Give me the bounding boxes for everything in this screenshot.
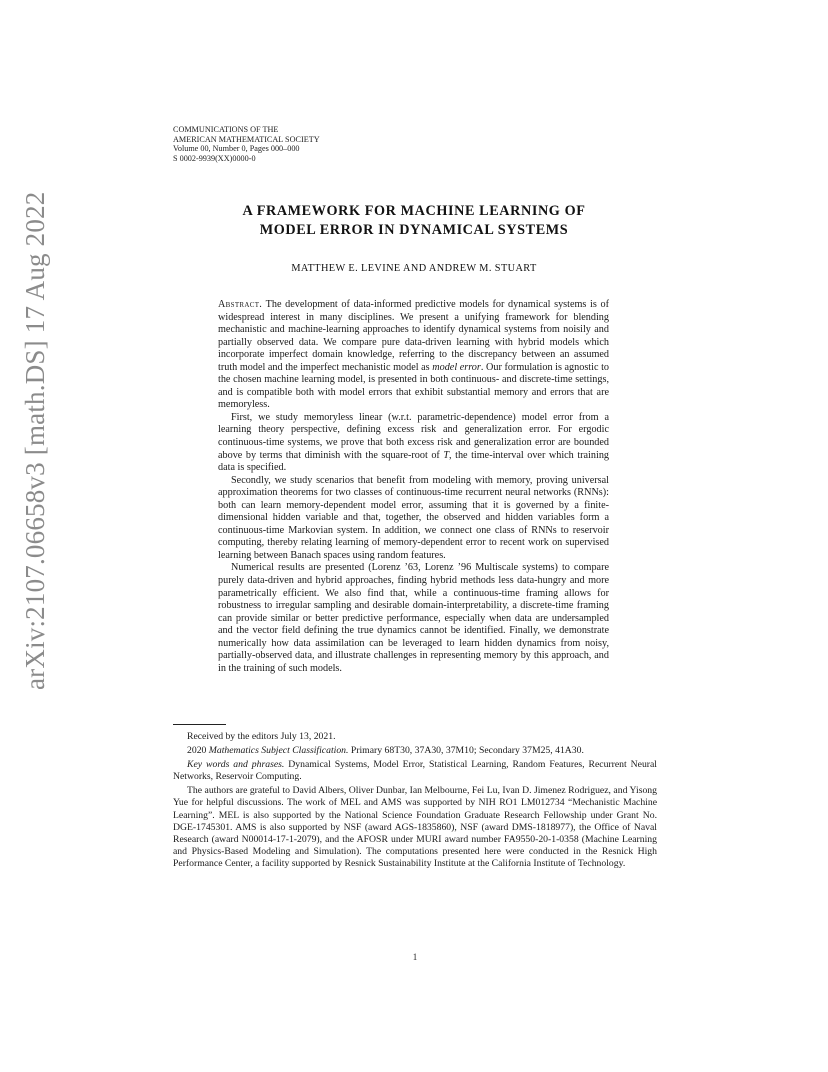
footnote-rule xyxy=(173,724,226,725)
msc-codes: Primary 68T30, 37A30, 37M10; Secondary 37M25, 41A30. xyxy=(350,745,584,757)
abstract-paragraph-3: Secondly, we study scenarios that benefit from modeling with memory, proving universal approximation theorems for two classes of continuous-time recurrent neural networks (RNNs): both can learn memory-dependent model error, assuming that it is governed by a finite-dimensional hidden variable and that, together, the observed and hidden variables form a continuous-time Markovian system. In addition, we connect one class of RNNs to reservoir computing, thereby relating learning of memory-dependent error to recent work on supervised learning between Banach spaces using random features. xyxy=(218,474,609,561)
page-number: 1 xyxy=(412,952,418,962)
msc-year: 2020 xyxy=(187,745,207,757)
journal-name-line2: AMERICAN MATHEMATICAL SOCIETY xyxy=(173,134,320,144)
abstract-label: Abstract. xyxy=(218,299,263,310)
abstract xyxy=(218,299,609,675)
keywords-text: Dynamical Systems, Model Error, Statistical Learning, Random Features, Recurrent Neural Networks, Reservoir Computing. xyxy=(173,759,658,783)
received-date: Received by the editors July 13, 2021. xyxy=(187,731,336,742)
msc-label: Mathematics Subject Classification. xyxy=(208,745,349,757)
journal-issn: S 0002-9939(XX)0000-0 xyxy=(173,153,256,163)
journal-name-line1: COMMUNICATIONS OF THE xyxy=(173,125,279,134)
keywords-label: Key words and phrases. xyxy=(187,759,285,771)
abstract-text: First, we study memoryless linear (w.r.t. parametric-dependence) model error from a learning theory perspective, defining excess risk and generalization error. For ergodic continuous-time systems, we prove that both excess risk and generalization error are bounded above by terms that diminish with the square-root of xyxy=(218,411,609,461)
abstract-emphasis: model error xyxy=(432,361,481,373)
abstract-paragraph-2 xyxy=(218,412,609,475)
authors: MATTHEW E. LEVINE AND ANDREW M. STUART xyxy=(291,263,537,274)
abstract-paragraph-4: Numerical results are presented (Lorenz ’63, Lorenz ’96 Multiscale systems) to compare purely data-driven and hybrid approaches, finding hybrid methods less data-hungry and more parametrically efficient. We also find that, while a continuous-time framing allows for robustness to irregular sampling and desirable domain-interpretability, a discrete-time framing can provide similar or better predictive performance, especially when data are undersampled and the vector field defining the true dynamics cannot be identified. Finally, we demonstrate numerically how data assimilation can be leveraged to learn hidden dynamics from noisy, partially-observed data, and illustrate challenges in representing memory by this approach, and in the training of such models. xyxy=(218,562,609,674)
journal-volume: Volume 00, Number 0, Pages 000–000 xyxy=(173,144,300,154)
paper-title xyxy=(173,202,655,239)
abstract-text: The development of data-informed predictive models for dynamical systems is of widespread interest in many disciplines. We present a unifying framework for blending mechanistic and machine-learning approaches to identify dynamical systems from noisily and partially observed data. We compare pure data-driven learning with hybrid models which incorporate imperfect domain knowledge, referring to the discrepancy between an assumed truth model and the imperfect mechanistic model as xyxy=(218,299,609,373)
keywords xyxy=(173,759,657,783)
abstract-paragraph-1 xyxy=(218,299,609,412)
arxiv-identifier: arXiv:2107.06658v3 [math.DS] 17 Aug 2022 xyxy=(20,191,50,690)
math-variable: T xyxy=(443,449,450,461)
title-line2: MODEL ERROR IN DYNAMICAL SYSTEMS xyxy=(259,221,569,238)
abstract-text: . Our formulation is agnostic to the chosen machine learning model, is presented in both continuous- and discrete-time settings, and is compatible both with model errors that exhibit substantial memory and errors that are memoryless. xyxy=(218,361,609,411)
title-line1: A FRAMEWORK FOR MACHINE LEARNING OF xyxy=(242,203,586,219)
journal-header xyxy=(173,125,533,163)
acknowledgements: The authors are grateful to David Albers, Oliver Dunbar, Ian Melbourne, Fei Lu, Ivan D. Jimenez Rodriguez, and Yisong Yue for helpful discussions. The work of MEL and AMS was supported by NIH RO1 LM012734 “Mechanistic Machine Learning”. MEL is also supported by the National Science Foundation Graduate Research Fellowship under Grant No. DGE-1745301. AMS is also supported by NSF (award AGS-1835860), NSF (award DMS-1818977), the Office of Naval Research (award N00014-17-1-2079), and the AFOSR under MURI award number FA9550-20-1-0358 (Machine Learning and Physics-Based Modeling and Simulation). The computations presented here were conducted in the Resnick High Performance Center, a facility supported by Resnick Sustainability Institute at the California Institute of Technology. xyxy=(173,785,657,869)
msc-classification xyxy=(173,745,657,757)
footnotes xyxy=(173,731,657,872)
abstract-text: , the time-interval over which training data is specified. xyxy=(218,449,610,474)
